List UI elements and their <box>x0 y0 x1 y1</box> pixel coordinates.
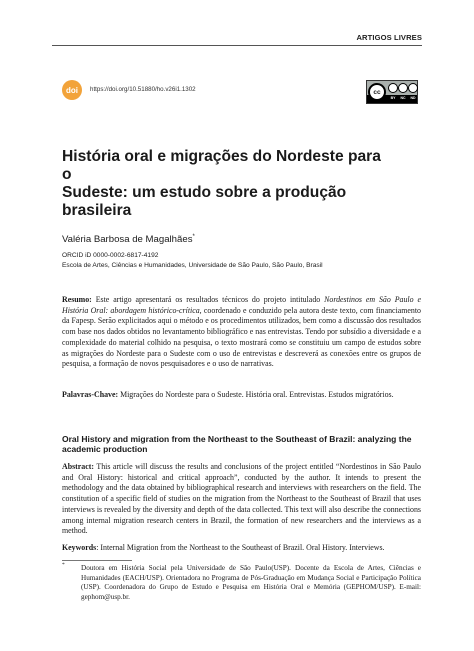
doi-logo-icon: doi <box>62 80 82 100</box>
cc-logo-icon: cc <box>368 83 386 101</box>
author-name <box>62 234 195 245</box>
palavras-chave-text: Migrações do Nordeste para o Sudeste. História oral. Entrevistas. Estudos migratórios. <box>120 390 394 399</box>
footnote-marker: * <box>62 562 65 568</box>
nd-equals-icon <box>408 83 418 93</box>
keywords-text: : Internal Migration from the Northeast to the Southeast of Brazil. Oral History. Interviews. <box>96 543 385 552</box>
palavras-chave-label: Palavras-Chave: <box>62 390 119 399</box>
resumo-label: Resumo: <box>62 295 92 304</box>
by-person-icon <box>388 83 398 93</box>
section-label: ARTIGOS LIVRES <box>356 33 422 42</box>
title-line-1: História oral e migrações do Nordeste para o <box>62 148 381 183</box>
keywords-label: Keywords <box>62 543 97 552</box>
author-name-text: Valéria Barbosa de Magalhães <box>62 234 193 246</box>
keywords-paragraph <box>62 543 421 554</box>
author-footnote: Doutora em História Social pela Universidade de São Paulo(USP). Docente da Escola de Artes, Ciências e Humanidades (EACH/USP). Orientadora no Programa de Pós-Graduação em Mudança Social e Participação Política (USP). Coordenadora do Grupo de Estudo e Pesquisa em História Oral e Memória (GEPHOM/USP). E-mail: gephom@usp.br. <box>81 564 421 602</box>
abstract-label: Abstract: <box>62 462 94 471</box>
author-affiliation: Escola de Artes, Ciências e Humanidades, Universidade de São Paulo, São Paulo, Brasil <box>62 262 323 269</box>
resumo-project-title: Nordestinos em São Paulo e História Oral: abordagem histórico-crítica, <box>62 295 421 315</box>
resumo-paragraph <box>62 295 421 370</box>
resumo-text-start: Este artigo apresentará os resultados técnicos do projeto intitulado <box>95 295 321 304</box>
cc-label-by: BY <box>390 96 396 100</box>
abstract-paragraph <box>62 462 421 537</box>
english-title: Oral History and migration from the Northeast to the Southeast of Brazil: analyzing the academic production <box>62 434 412 455</box>
nc-dollar-icon <box>398 83 408 93</box>
header-rule <box>52 45 422 46</box>
title-line-2: Sudeste: um estudo sobre a produção brasileira <box>62 184 347 219</box>
doi-link[interactable]: https://doi.org/10.51880/ho.v26i1.1302 <box>90 86 196 93</box>
resumo-text-rest: coordenado e conduzido pela autora deste texto, com financiamento da Fapesp. Serão explicitados aqui o método e os procedimentos utilizados, bem como a discussão dos resultados com base nos dados obtidos no levantamento bibliográfico e nas entrevistas. Tendo por subsídio a diversidade e a complexidade do material colhido na pesquisa, o texto mostrará como se constituiu um campo de estudos sobre as migrações do Nordeste para o Sudeste com o uso de entrevistas e descreverá as conexões entre os grupos de pesquisa, a formação de novos pesquisadores e o uso de narrativas. <box>62 305 421 369</box>
palavras-chave-paragraph <box>62 390 421 401</box>
footnote-rule <box>62 560 132 561</box>
author-orcid[interactable]: ORCID iD 0000-0002-6817-4192 <box>62 252 159 259</box>
cc-license-badge[interactable] <box>366 80 418 104</box>
cc-label-nd: ND <box>410 96 416 100</box>
abstract-text: This article will discuss the results and conclusions of the project entitled “Nordestinos in São Paulo and Oral History: historical and critical approach”, conducted by the author. It intends to present the methodology and the data obtained by bibliographical research and interviews with researchers on the field. The constitution of a specific field of studies on the migration from the Northeast to the Southeast of Brazil that uses interviews is revealed by the diversity and depth of the data collected. This text will also describe the connections among internal migration research centers in Brazil, the formation of new researchers and the interviews as a method. <box>62 462 421 536</box>
cc-label-nc: NC <box>400 96 406 100</box>
author-footnote-marker: * <box>192 234 195 240</box>
article-title <box>62 148 392 220</box>
